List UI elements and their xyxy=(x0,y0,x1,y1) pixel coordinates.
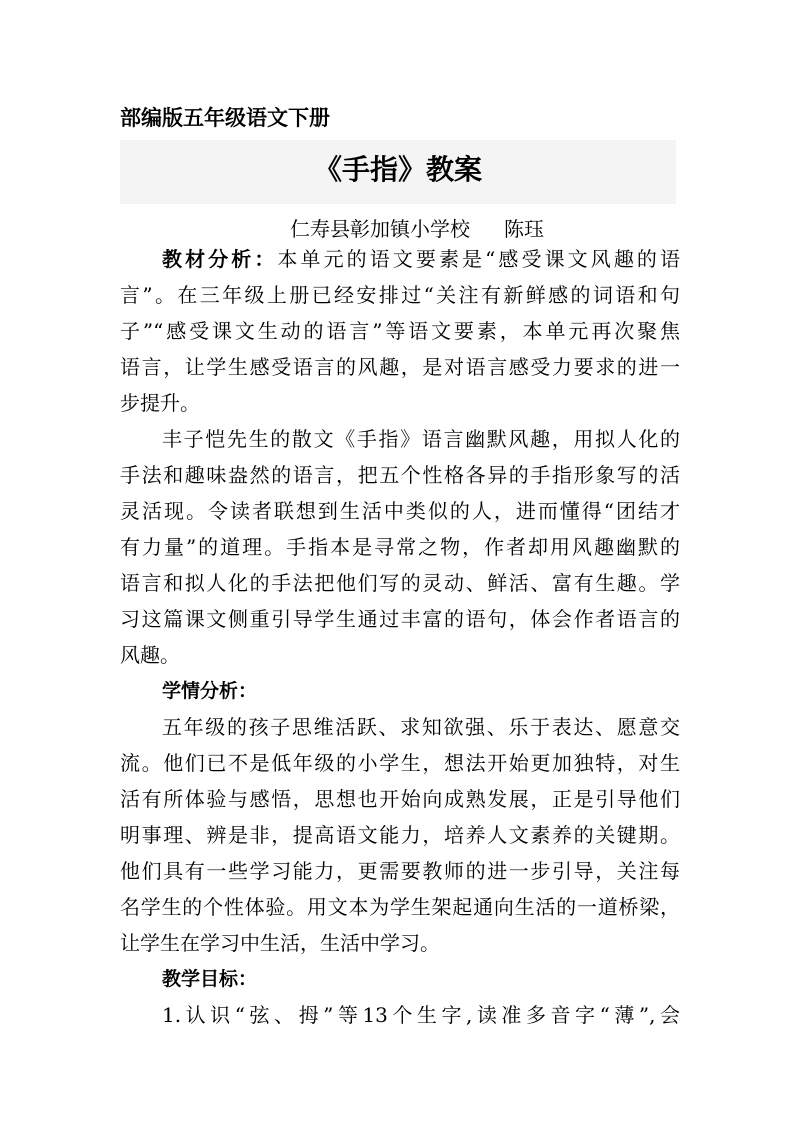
paragraph-line: 有力量”的道理。手指本是寻常之物，作者却用风趣幽默的 xyxy=(120,535,680,559)
paragraph-line: 习这篇课文侧重引导学生通过丰富的语句，体会作者语言的 xyxy=(120,607,680,631)
paragraph-line: 流。他们已不是低年级的小学生，想法开始更加独特，对生 xyxy=(120,751,680,775)
paragraph-line: 让学生在学习中生活，生活中学习。 xyxy=(120,931,440,955)
paragraph-line: 风趣。 xyxy=(120,643,180,667)
paragraph-line: 手法和趣味盎然的语言，把五个性格各异的手指形象写的活 xyxy=(120,463,680,487)
paragraph-line: 活有所体验与感悟，思想也开始向成熟发展，正是引导他们 xyxy=(120,787,680,811)
byline xyxy=(290,214,544,244)
author-name: 陈珏 xyxy=(504,217,544,241)
school-name: 仁寿县彰加镇小学校 xyxy=(290,217,470,241)
paragraph-line: 步提升。 xyxy=(120,391,200,415)
paragraph-line: 明事理、辨是非，提高语文能力，培养人文素养的关键期。 xyxy=(120,823,680,847)
paragraph-line: 五年级的孩子思维活跃、求知欲强、乐于表达、愿意交 xyxy=(162,715,680,739)
paragraph-line: 语言，让学生感受语言的风趣，是对语言感受力要求的进一 xyxy=(120,355,680,379)
section-heading-goals: 教学目标： xyxy=(162,968,258,990)
section-heading-material: 教材分析： xyxy=(162,247,278,271)
paragraph-line xyxy=(120,241,680,277)
paragraph-line: 丰子恺先生的散文《手指》语言幽默风趣，用拟人化的 xyxy=(162,427,680,451)
document-body xyxy=(120,241,680,1033)
paragraph-line: 言”。在三年级上册已经安排过“关注有新鲜感的词语和句 xyxy=(120,283,680,307)
section-heading-learner: 学情分析： xyxy=(162,680,258,702)
paragraph-line: 名学生的个性体验。用文本为学生架起通向生活的一道桥梁， xyxy=(120,895,680,919)
paragraph-text: 本单元的语文要素是“感受课文风趣的语 xyxy=(277,247,680,271)
paragraph-line: 灵活现。令读者联想到生活中类似的人，进而懂得“团结才 xyxy=(120,499,680,523)
paragraph-line: 子”“感受课文生动的语言”等语文要素，本单元再次聚焦 xyxy=(120,319,680,343)
paragraph-line: 他们具有一些学习能力，更需要教师的进一步引导，关注每 xyxy=(120,859,680,883)
series-label: 部编版五年级语文下册 xyxy=(120,106,330,130)
paragraph-line: 语言和拟人化的手法把他们写的灵动、鲜活、富有生趣。学 xyxy=(120,571,680,595)
page-title: 《手指》教案 xyxy=(313,153,482,186)
paragraph-line: 1.认识“弦、拇”等13个生字,读准多音字“薄”,会 xyxy=(162,1003,680,1027)
